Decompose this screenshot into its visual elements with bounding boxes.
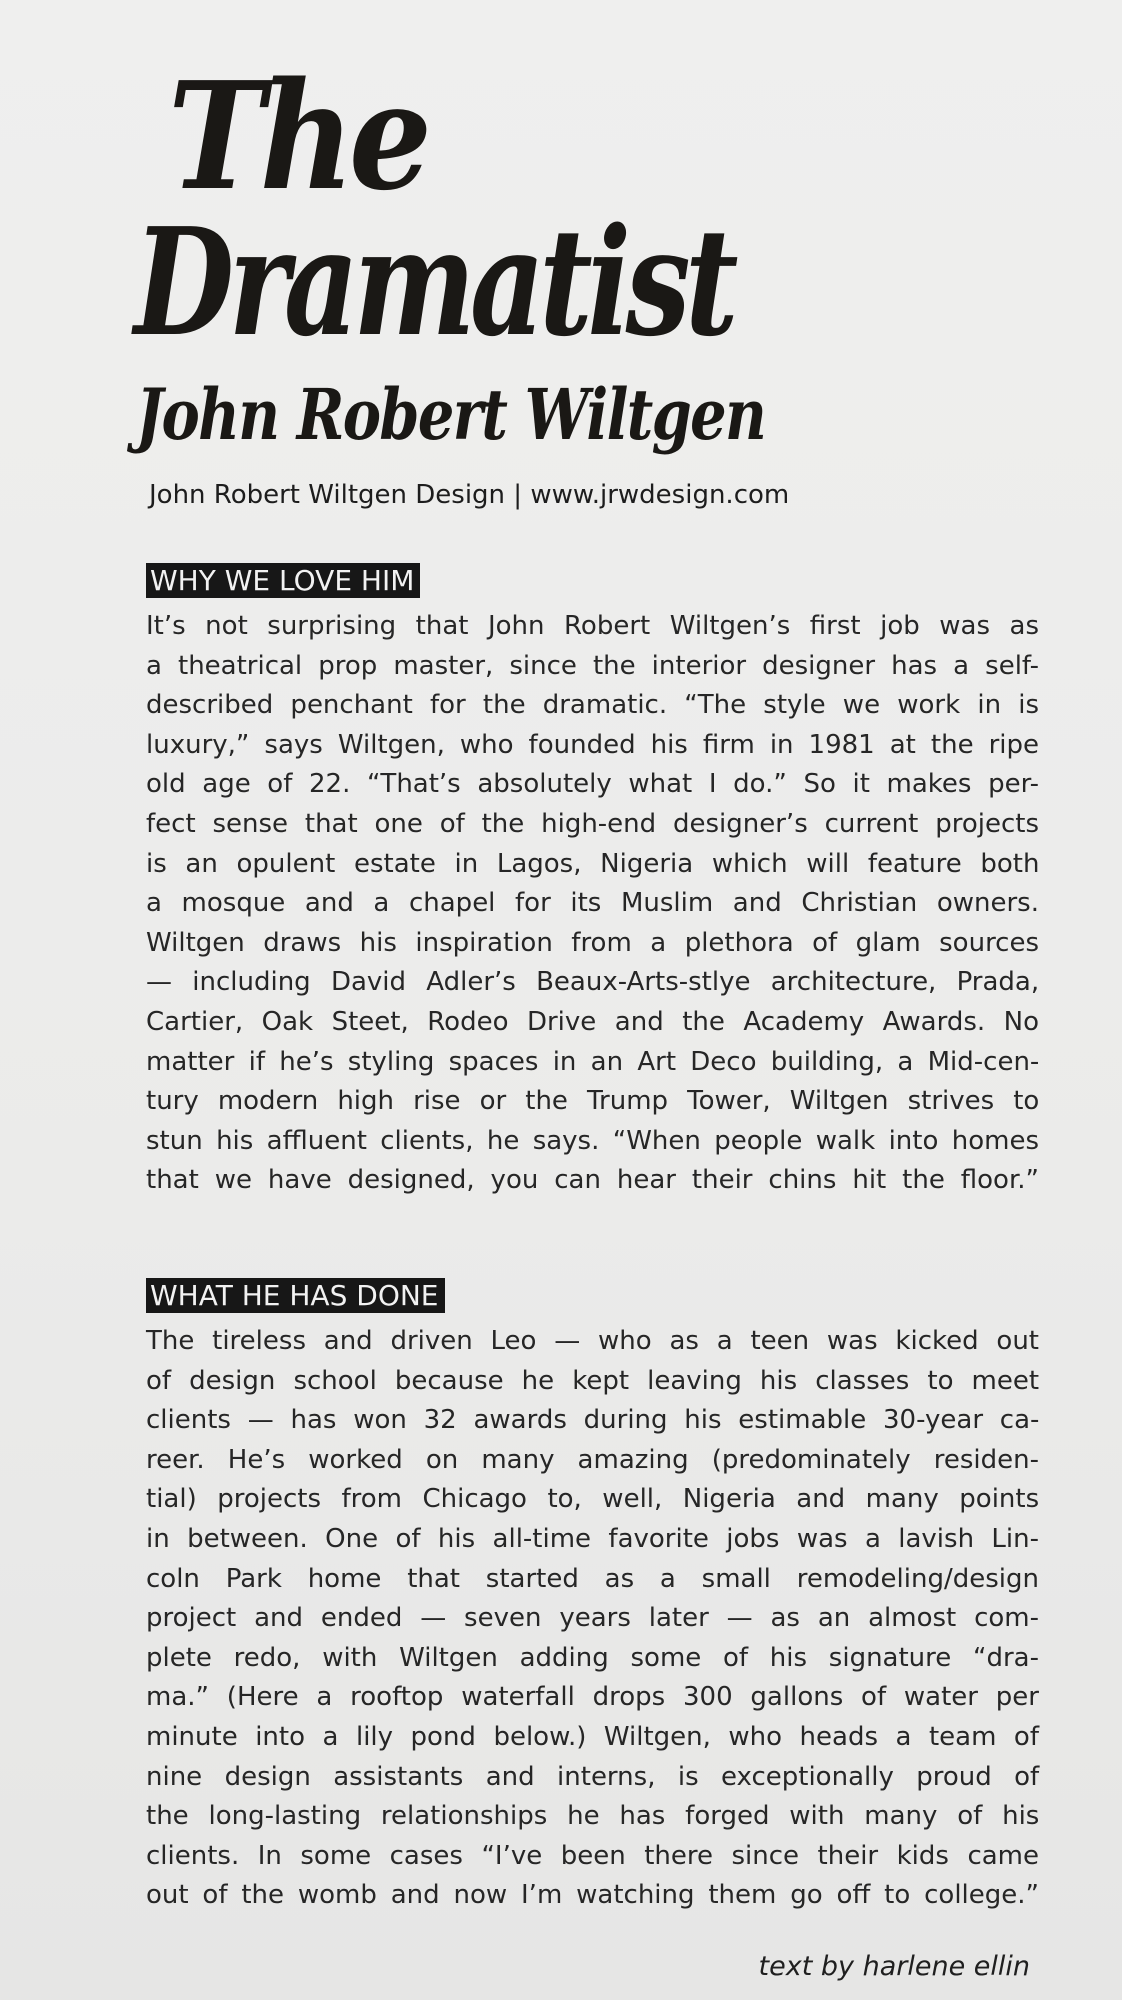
designer-name: John Robert Wiltgen bbox=[136, 373, 766, 456]
body-line: in between. One of his all-time favorite jobs was a lavish Lin- bbox=[146, 1523, 1039, 1554]
body-line: minute into a lily pond below.) Wiltgen, who heads a team of bbox=[146, 1721, 1039, 1752]
body-line: out of the womb and now I’m watching them go off to college.” bbox=[146, 1880, 1039, 1911]
body-line: the long-lasting relationships he has forged with many of his bbox=[146, 1801, 1040, 1832]
body-line: clients. In some cases “I’ve been there since their kids came bbox=[146, 1840, 1039, 1871]
section-body-what-he-has-done bbox=[146, 1322, 1039, 1916]
body-line: luxury,” says Wiltgen, who founded his firm in 1981 at the ripe bbox=[146, 729, 1039, 760]
body-line: tial) projects from Chicago to, well, Nigeria and many points bbox=[146, 1484, 1040, 1515]
body-line: tury modern high rise or the Trump Tower, Wiltgen strives to bbox=[146, 1086, 1040, 1117]
body-line: a mosque and a chapel for its Muslim and Christian owners. bbox=[146, 888, 1039, 919]
body-line: Cartier, Oak Steet, Rodeo Drive and the Academy Awards. No bbox=[146, 1006, 1039, 1037]
firm-credit: John Robert Wiltgen Design | www.jrwdesign.com bbox=[149, 480, 790, 510]
body-line: clients — has won 32 awards during his estimable 30-year ca- bbox=[146, 1405, 1040, 1436]
body-line: ma.” (Here a rooftop waterfall drops 300 gallons of water per bbox=[146, 1682, 1039, 1713]
body-line: is an opulent estate in Lagos, Nigeria which will feature both bbox=[146, 848, 1040, 879]
author-byline: text by harlene ellin bbox=[758, 1951, 1030, 1982]
body-line: Wiltgen draws his inspiration from a plethora of glam sources bbox=[146, 927, 1040, 958]
page-title-line-2: Dramatist bbox=[134, 195, 734, 369]
section-body-why-we-love-him bbox=[146, 607, 1039, 1201]
body-line: It’s not surprising that John Robert Wiltgen’s first job was as bbox=[146, 611, 1039, 641]
section-heading-why-we-love-him: WHY WE LOVE HIM bbox=[146, 563, 420, 598]
body-line: described penchant for the dramatic. “The style we work in is bbox=[146, 690, 1039, 721]
page-title-line-1: The bbox=[168, 49, 427, 223]
body-line: — including David Adler’s Beaux-Arts-stlye architecture, Prada, bbox=[146, 967, 1040, 998]
section-heading-what-he-has-done: WHAT HE HAS DONE bbox=[146, 1278, 445, 1313]
body-line: that we have designed, you can hear their chins hit the floor.” bbox=[146, 1165, 1039, 1196]
body-line: coln Park home that started as a small remodeling/design bbox=[146, 1563, 1039, 1594]
body-line: matter if he’s styling spaces in an Art Deco building, a Mid-cen- bbox=[146, 1046, 1040, 1077]
body-line: plete redo, with Wiltgen adding some of his signature “dra- bbox=[146, 1642, 1039, 1673]
body-line: stun his affluent clients, he says. “When people walk into homes bbox=[146, 1125, 1039, 1156]
body-line: The tireless and driven Leo — who as a teen was kicked out bbox=[146, 1326, 1039, 1356]
body-line: of design school because he kept leaving his classes to meet bbox=[146, 1365, 1040, 1396]
body-line: project and ended — seven years later — as an almost com- bbox=[146, 1603, 1039, 1634]
body-line: old age of 22. “That’s absolutely what I do.” So it makes per- bbox=[146, 769, 1039, 800]
body-line: nine design assistants and interns, is exceptionally proud of bbox=[146, 1761, 1040, 1792]
body-line: reer. He’s worked on many amazing (predominately residen- bbox=[146, 1444, 1039, 1475]
body-line: a theatrical prop master, since the interior designer has a self- bbox=[146, 650, 1040, 681]
body-line: fect sense that one of the high-end designer’s current projects bbox=[146, 808, 1039, 839]
